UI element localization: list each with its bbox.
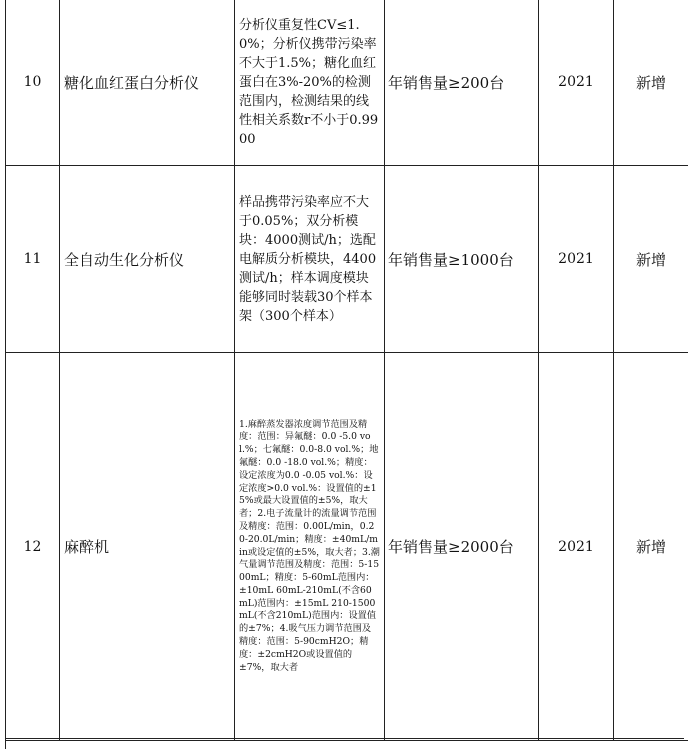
year: 2021 (539, 353, 614, 741)
status: 新增 (614, 0, 688, 166)
next-row-edge (5, 738, 684, 749)
row-number: 10 (6, 0, 60, 166)
year: 2021 (539, 166, 614, 353)
row-number: 11 (6, 166, 60, 353)
spec-text: 分析仪重复性CV≤1.0%；分析仪携带污染率不大于1.5%；糖化血红蛋白在3%-20%的检测范围内，检测结果的线性相关系数r不小于0.9900 (239, 16, 380, 149)
spec-text: 1.麻醉蒸发器浓度调节范围及精度：范围：异氟醚：0.0 -5.0 vol.%；七氟醚：0.0-8.0 vol.%；地氟醚：0.0 -18.0 vol.%；精度：设定浓度为0.0 -0.05 vol.%：设定浓度>0.0 vol.%：设置值的±15%或最大设置值的±5%，取大者；2.电子流量计的流量调节范围及精度：范围：0.00L/min，0.20-20.0L/min；精度：±40mL/min或设定值的±5%，取大者；3.潮气量调节范围及精度：范围：5-1500mL；精度：5-60mL范围内：±10mL 60mL-210mL(不含60mL)范围内：±15mL 210-1500mL(不含210mL)范围内：设置值的±7%；4.吸气压力调节范围及精度：范围：5-90cmH2O；精度：±2cmH2O或设置值的±7%，取大者 (239, 419, 380, 675)
sales-volume: 年销售量≥2000台 (385, 353, 539, 741)
product-name: 麻醉机 (60, 353, 235, 741)
status: 新增 (614, 353, 688, 741)
product-name: 糖化血红蛋白分析仪 (60, 0, 235, 166)
status: 新增 (614, 166, 688, 353)
spec-cell (235, 353, 385, 741)
sales-volume: 年销售量≥200台 (385, 0, 539, 166)
product-table (5, 0, 688, 741)
spec-cell (235, 0, 385, 166)
table-row (6, 166, 688, 353)
spec-cell (235, 166, 385, 353)
sales-volume: 年销售量≥1000台 (385, 166, 539, 353)
product-name: 全自动生化分析仪 (60, 166, 235, 353)
table-row (6, 0, 688, 166)
year: 2021 (539, 0, 614, 166)
table-row (6, 353, 688, 741)
row-number: 12 (6, 353, 60, 741)
spec-text: 样品携带污染率应不大于0.05%；双分析模块：4000测试/h；选配电解质分析模块，4400测试/h；样本调度模块能够同时装载30个样本架（300个样本） (239, 193, 380, 326)
